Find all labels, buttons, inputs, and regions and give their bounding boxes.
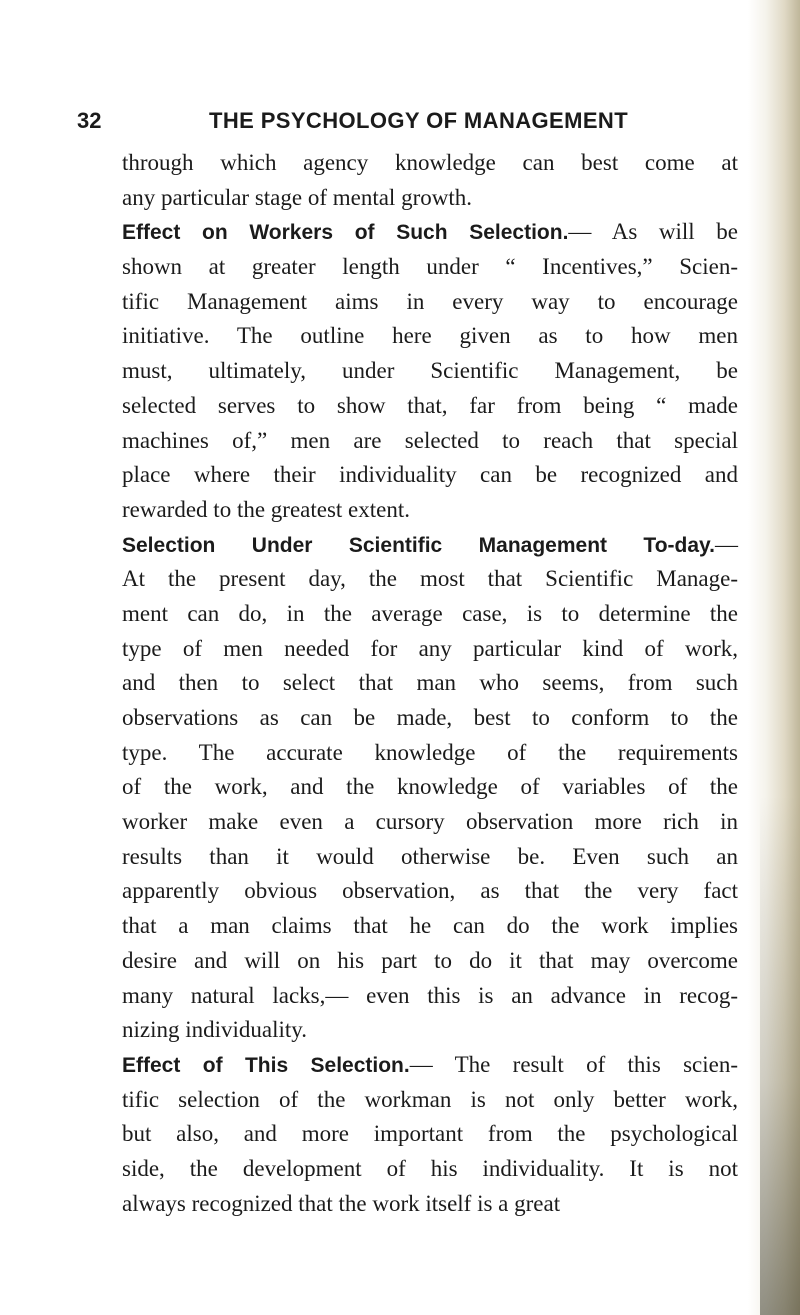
running-title: THE PSYCHOLOGY OF MANAGEMENT [209,108,629,133]
text-line: initiative. The outline here given as to how men [122,323,738,349]
text-line: machines of,” men are selected to reach that special [122,427,738,453]
text-line: and then to select that man who seems, from such [122,670,738,696]
text-line: selected serves to show that, far from being “ made [122,392,738,418]
text-line: always recognized that the work itself is a great [122,1190,561,1216]
text-line: many natural lacks,— even this is an advance in recog- [122,982,738,1008]
text-line: nizing individuality. [122,1017,308,1043]
text-line: worker make even a cursory observation more rich in [122,809,738,835]
text-line: rewarded to the greatest extent. [122,496,411,522]
text-line: observations as can be made, best to conform to the [122,705,738,730]
text-line: tific Management aims in every way to encourage [122,288,738,314]
text-line: apparently obvious observation, as that the very fact [122,878,738,904]
text-line: any particular stage of mental growth. [122,184,472,210]
heading-continuation: — [715,531,738,557]
page-number: 32 [77,108,102,133]
text-line: through which agency knowledge can best come at [122,150,738,175]
text-line: of the work, and the knowledge of variables of the [122,774,738,800]
text-line: side, the development of his individuality. It is not [122,1155,738,1181]
text-line: type of men needed for any particular kind of work, [122,635,738,661]
running-head [77,104,737,138]
text-line: that a man claims that he can do the work implies [122,913,738,939]
text-line: must, ultimately, under Scientific Management, be [122,358,738,384]
text-line [122,528,738,563]
text-line: ment can do, in the average case, is to determine the [122,600,738,626]
text-line [122,1048,738,1083]
section-heading: Effect on Workers of Such Selection. [122,221,569,245]
page-edge-shadow-bottom [760,795,800,1315]
text-line [122,215,738,250]
body-text [122,146,738,1221]
text-line: shown at greater length under “ Incentives,” Scien- [122,254,738,280]
heading-continuation: — As will be [568,219,738,245]
text-line: tific selection of the workman is not only better work, [122,1086,738,1112]
text-line: desire and will on his part to do it that may overcome [122,947,738,973]
text-line: place where their individuality can be recognized and [122,462,738,488]
section-heading: Effect of This Selection. [122,1053,410,1077]
text-line: type. The accurate knowledge of the requirements [122,739,738,765]
text-line: results than it would otherwise be. Even such an [122,843,738,869]
text-line: but also, and more important from the psychological [122,1121,738,1147]
section-heading: Selection Under Scientific Management To-day. [122,533,715,557]
text-line: At the present day, the most that Scientific Manage- [122,566,738,592]
heading-continuation: — The result of this scien- [409,1051,738,1077]
